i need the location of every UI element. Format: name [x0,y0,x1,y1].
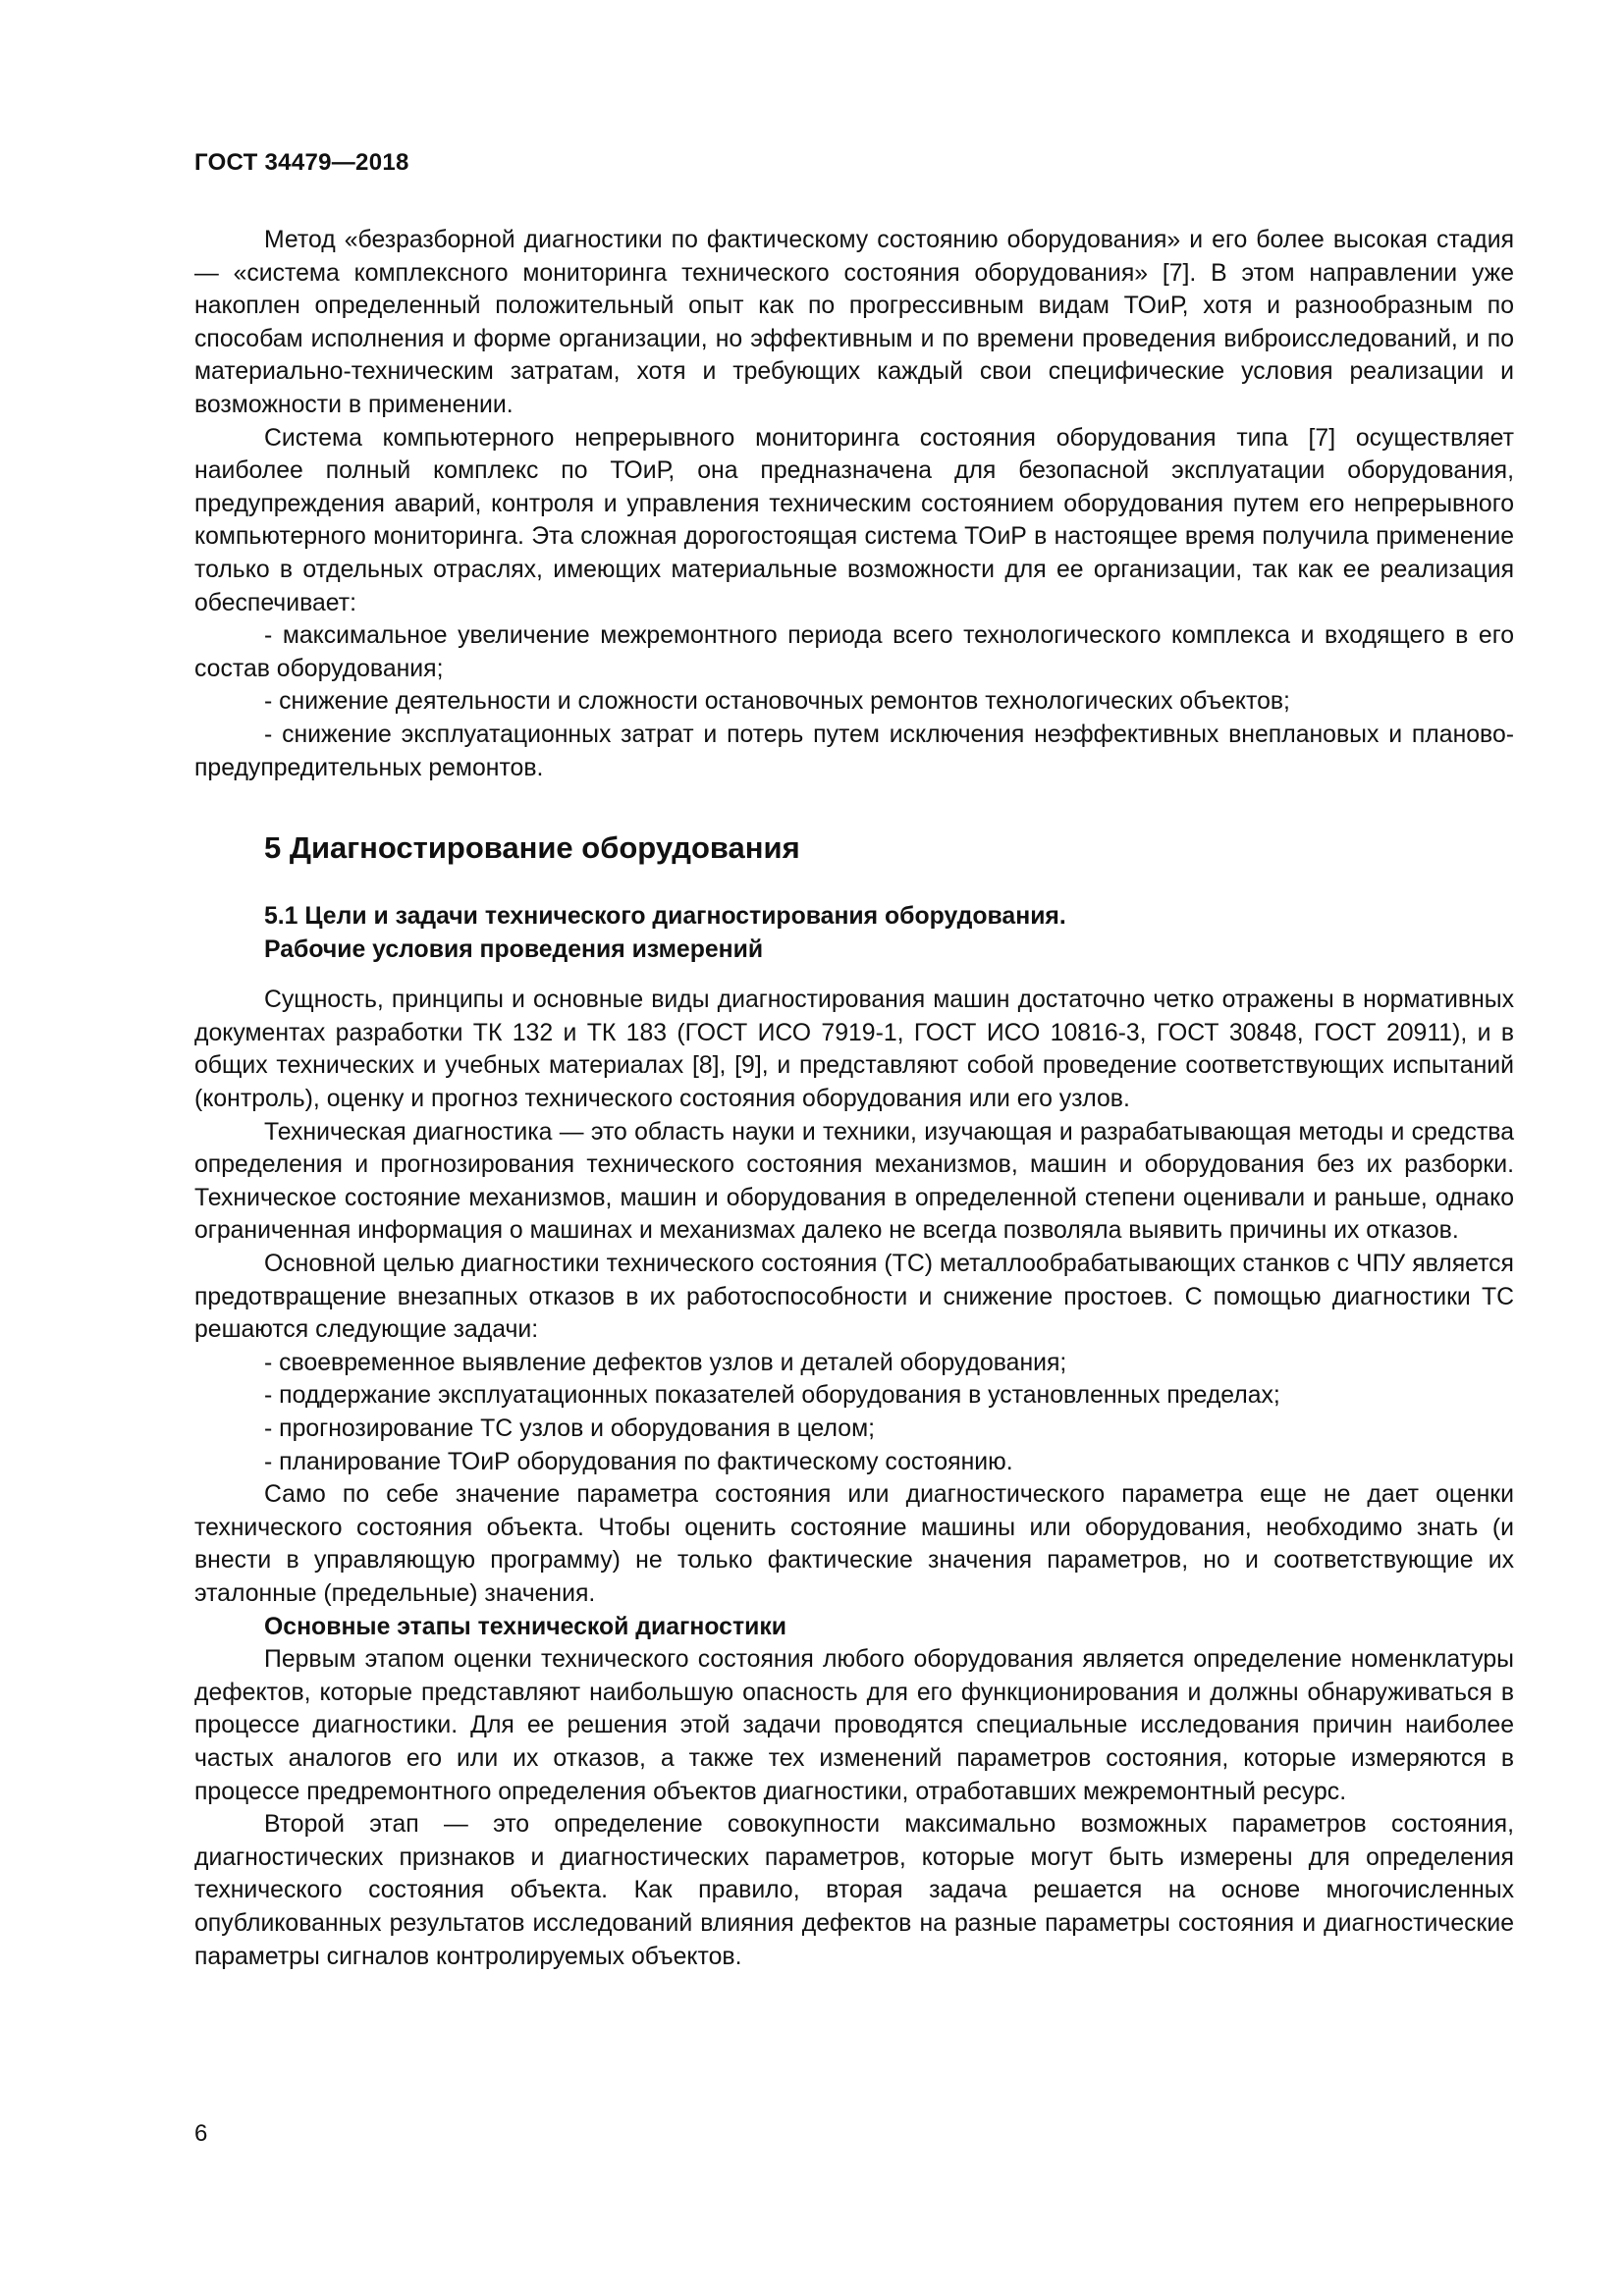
intro-list-item: - снижение деятельности и сложности остановочных ремонтов технологических объектов; [264,688,1290,716]
page-number: 6 [194,2120,208,2147]
body-paragraph: Сущность, принципы и основные виды диагностирования машин достаточно четко отражены в нормативных документах разработки ТК 132 и ТК 183 (ГОСТ ИСО 7919-1, ГОСТ ИСО 10816-3, ГОСТ 30848, ГОСТ 20911), и в общих технических и учебных материалах [8], [9], и представляют собой проведение соответствующих испытаний (контроль), оценку и прогноз технического состояния оборудования или его узлов. [194,987,1514,1113]
intro-paragraph-1: Метод «безразборной диагностики по фактическому состоянию оборудования» и его более высокая стадия — «система комплексного мониторинга технического состояния оборудования» [7]. В этом направлении уже накоплен определенный положительный опыт как по прогрессивным видам ТОиР, хотя и разнообразным по способам исполнения и форме организации, но эффективным и по времени проведения виброисследований, и по материально-техническим затратам, хотя и требующих каждый свои специфические условия реализации и возможности в применении. [194,227,1514,418]
intro-list-item: - снижение эксплуатационных затрат и потерь путем исключения неэффективных внеплановых и планово-предупредительных ремонтов. [194,721,1514,781]
body-paragraph: Первым этапом оценки технического состояния любого оборудования является определение номенклатуры дефектов, которые представляют наибольшую опасность для его функционирования и должны обнаруживаться в процессе диагностики. Для ее решения этой задачи проводятся специальные исследования причин наиболее частых аналогов его или их отказов, а также тех изменений параметров состояния, которые измеряются в процессе предремонтного определения объектов диагностики, отработавших межремонтный ресурс. [194,1646,1514,1805]
page-body [194,224,1514,1973]
document-header: ГОСТ 34479—2018 [194,149,409,176]
task-list-item: - поддержание эксплуатационных показателей оборудования в установленных пределах; [264,1382,1280,1410]
subsection-title [264,900,1514,966]
task-list-item: - прогнозирование ТС узлов и оборудования в целом; [264,1415,876,1442]
intro-list-item: - максимальное увеличение межремонтного периода всего технологического комплекса и входящего в его состав оборудования; [194,622,1514,682]
body-paragraph: Второй этап — это определение совокупности максимально возможных параметров состояния, диагностических признаков и диагностических параметров, которые могут быть измерены для определения технического состояния объекта. Как правило, вторая задача решается на основе многочисленных опубликованных результатов исследований влияния дефектов на разные параметры состояния и диагностические параметры сигналов контролируемых объектов. [194,1811,1514,1970]
intro-paragraph-2: Система компьютерного непрерывного мониторинга состояния оборудования типа [7] осуществляет наиболее полный комплекс по ТОиР, она предназначена для безопасной эксплуатации оборудования, предупреждения аварий, контроля и управления техническим состоянием оборудования путем его непрерывного компьютерного мониторинга. Эта сложная дорогостоящая система ТОиР в настоящее время получила применение только в отдельных отраслях, имеющих материальные возможности для ее организации, так как ее реализация обеспечивает: [194,424,1514,616]
section-title: 5 Диагностирование оборудования [264,830,800,866]
subsection-title-line-1: 5.1 Цели и задачи технического диагностирования оборудования. [264,903,1066,931]
body-paragraph: Само по себе значение параметра состояния или диагностического параметра еще не дает оценки технического состояния объекта. Чтобы оценить состояние машины или оборудования, необходимо знать (и внести в управляющую программу) не только фактические значения параметров, но и соответствующие их эталонные (предельные) значения. [194,1481,1514,1607]
task-list-item: - планирование ТОиР оборудования по фактическому состоянию. [264,1448,1013,1475]
task-list-item: - своевременное выявление дефектов узлов и деталей оборудования; [264,1349,1067,1376]
body-paragraph: Основной целью диагностики технического состояния (ТС) металлообрабатывающих станков с ЧПУ является предотвращение внезапных отказов в их работоспособности и снижение простоев. С помощью диагностики ТС решаются следующие задачи: [194,1251,1514,1344]
body-paragraph: Техническая диагностика — это область науки и техники, изучающая и разрабатывающая методы и средства определения и прогнозирования технического состояния механизмов, машин и оборудования без их разборки. Техническое состояние механизмов, машин и оборудования в определенной степени оценивали и раньше, однако ограниченная информация о машинах и механизмах далеко не всегда позволяла выявить причины их отказов. [194,1118,1514,1245]
stages-heading: Основные этапы технической диагностики [264,1613,786,1640]
subsection-title-line-2: Рабочие условия проведения измерений [264,935,764,963]
